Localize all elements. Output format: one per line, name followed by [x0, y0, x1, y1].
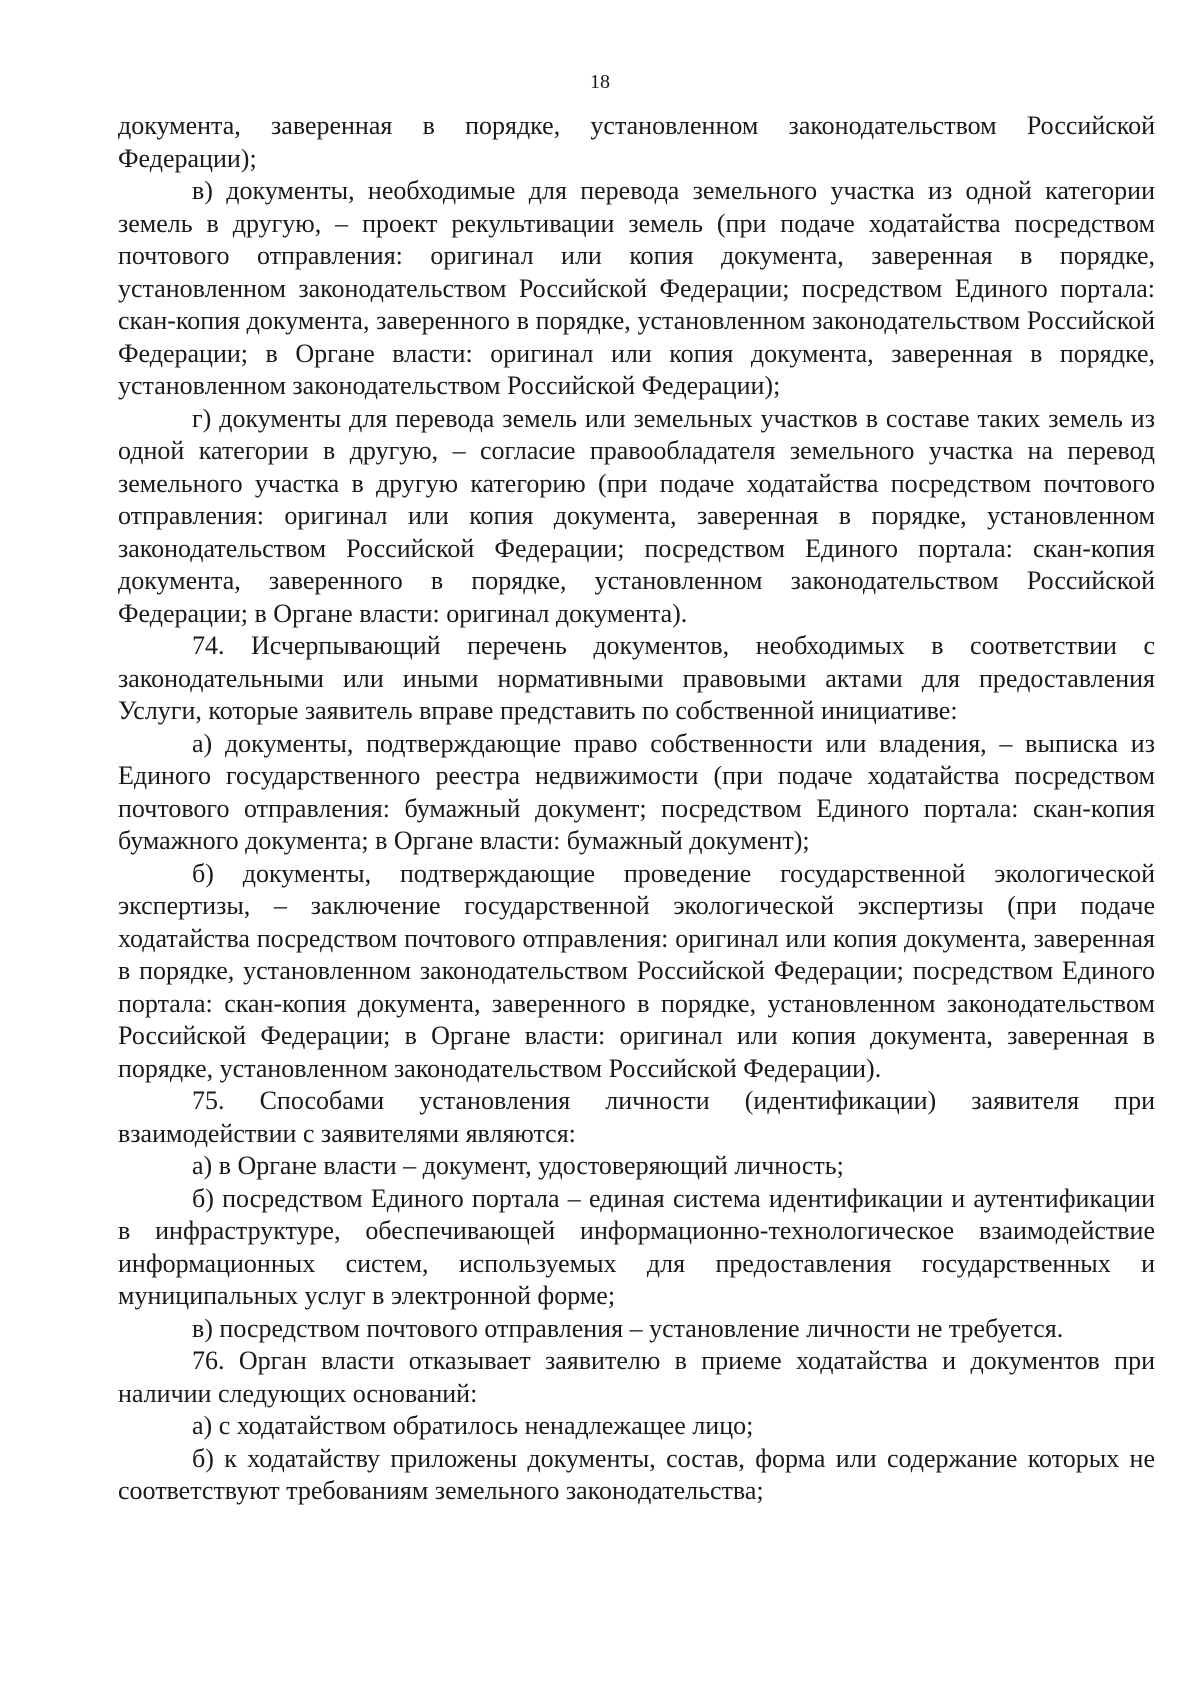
- paragraph: документа, заверенная в порядке, установленном законодательством Российской Федерации);: [118, 111, 1155, 173]
- paragraph: 75. Способами установления личности (идентификации) заявителя при взаимодействии с заявителями являются:: [118, 1086, 1155, 1148]
- paragraph: б) к ходатайству приложены документы, состав, форма или содержание которых не соответствуют требованиям земельного законодательства;: [118, 1443, 1155, 1505]
- paragraph: а) в Органе власти – документ, удостоверяющий личность;: [192, 1151, 844, 1180]
- paragraph: г) документы для перевода земель или земельных участков в составе таких земель из одной категории в другую, – согласие правообладателя земельного участка на перевод земельного участка в другую категорию (при подаче ходатайства посредством почтового отправления: оригинал или копия документа, заверенная в порядке, установленном законодательством Российской Федерации; посредством Единого портала: скан-копия документа, заверенного в порядке, установленном законодательством Российской Федерации; в Органе власти: оригинал документа).: [118, 403, 1155, 628]
- page-number: 18: [590, 71, 610, 93]
- paragraph: б) документы, подтверждающие проведение государственной экологической экспертизы, – заключение государственной экологической экспертизы (при подаче ходатайства посредством почтового отправления: оригинал или копия документа, заверенная в порядке, установленном законодательством Российской Федерации; посредством Единого портала: скан-копия документа, заверенного в порядке, установленном законодательством Российской Федерации; в Органе власти: оригинал или копия документа, заверенная в порядке, установленном законодательством Российской Федерации).: [118, 858, 1155, 1083]
- paragraph: 74. Исчерпывающий перечень документов, необходимых в соответствии с законодательными или иными нормативными правовыми актами для предоставления Услуги, которые заявитель вправе представить по собственной инициативе:: [118, 631, 1155, 725]
- paragraph: б) посредством Единого портала – единая система идентификации и аутентификации в инфраструктуре, обеспечивающей информационно-технологическое взаимодействие информационных систем, используемых для предоставления государственных и муниципальных услуг в электронной форме;: [118, 1183, 1155, 1310]
- paragraph: 76. Орган власти отказывает заявителю в приеме ходатайства и документов при наличии следующих оснований:: [118, 1346, 1155, 1408]
- paragraph: в) документы, необходимые для перевода земельного участка из одной категории земель в другую, – проект рекультивации земель (при подаче ходатайства посредством почтового отправления: оригинал или копия документа, заверенная в порядке, установленном законодательством Российской Федерации; посредством Единого портала: скан-копия документа, заверенного в порядке, установленном законодательством Российской Федерации; в Органе власти: оригинал или копия документа, заверенная в порядке, установленном законодательством Российской Федерации);: [118, 176, 1155, 400]
- document-body: [118, 110, 1155, 1508]
- paragraph: а) с ходатайством обратилось ненадлежащее лицо;: [192, 1411, 754, 1440]
- paragraph: а) документы, подтверждающие право собственности или владения, – выписка из Единого государственного реестра недвижимости (при подаче ходатайства посредством почтового отправления: бумажный документ; посредством Единого портала: скан-копия бумажного документа; в Органе власти: бумажный документ);: [118, 728, 1155, 855]
- paragraph: в) посредством почтового отправления – установление личности не требуется.: [192, 1313, 1064, 1343]
